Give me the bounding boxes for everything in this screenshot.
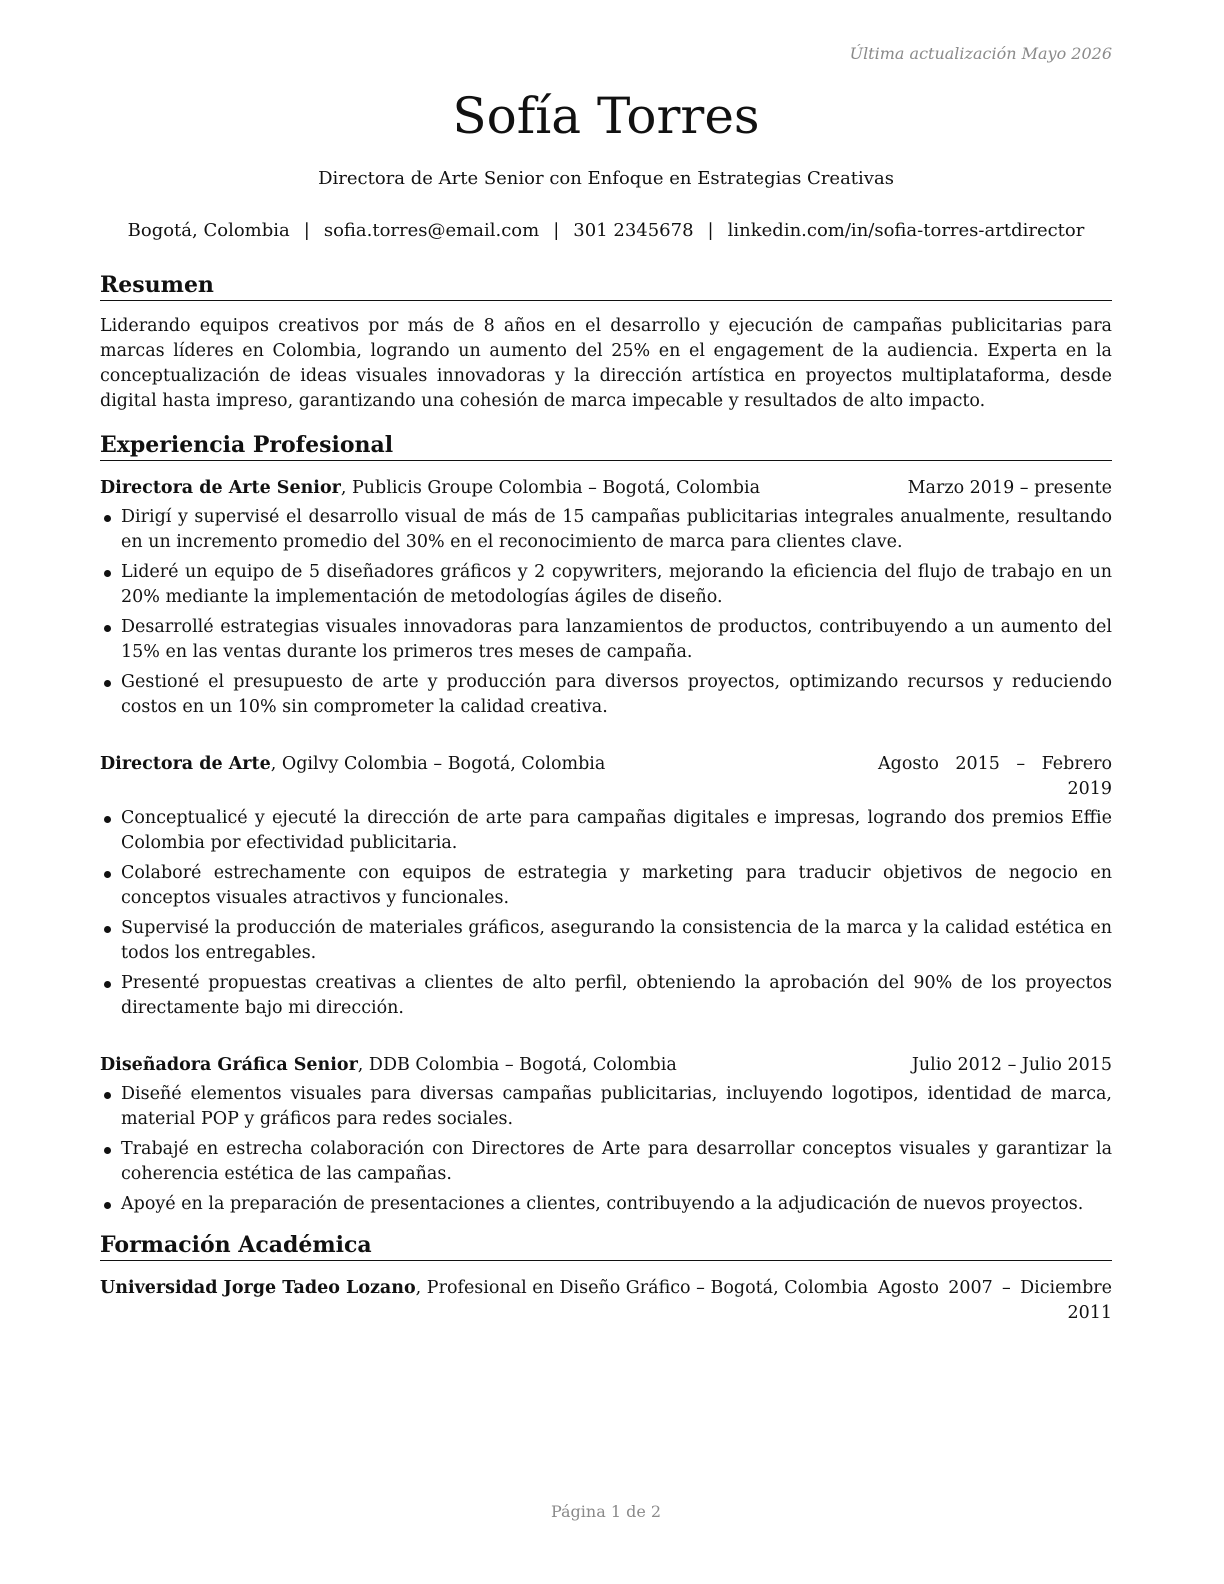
bullet-icon xyxy=(104,1202,111,1209)
job-company: , Publicis Groupe Colombia – Bogotá, Colombia xyxy=(340,478,761,498)
list-item xyxy=(100,505,1112,555)
education-header xyxy=(100,1276,1112,1326)
job-header xyxy=(100,476,1112,501)
education-line xyxy=(100,1276,868,1301)
resume-body xyxy=(100,270,1112,1326)
bullet-icon xyxy=(104,926,111,933)
contact-line xyxy=(100,218,1112,244)
bullet-text: Desarrollé estrategias visuales innovadoras para lanzamientos de productos, contribuyendo a un aumento del 15% en las ventas durante los primeros tres meses de campaña. xyxy=(121,617,1112,662)
job-role: Directora de Arte Senior xyxy=(100,478,341,498)
list-item xyxy=(100,916,1112,966)
bullet-text: Apoyé en la preparación de presentaciones a clientes, contribuyendo a la adjudicación de nuevos proyectos. xyxy=(121,1194,1084,1214)
job-role: Diseñadora Gráfica Senior xyxy=(100,1055,358,1075)
bullet-text: Dirigí y supervisé el desarrollo visual de más de 15 campañas publicitarias integrales anualmente, resultando en un incremento promedio del 30% en el reconocimiento de marca para clientes clave. xyxy=(121,507,1112,552)
contact-email[interactable]: sofia.torres@email.com xyxy=(323,220,540,241)
contact-separator: | xyxy=(303,220,310,241)
page-number: Página 1 de 2 xyxy=(550,1502,662,1521)
bullet-icon xyxy=(104,816,111,823)
section-title-education: Formación Académica xyxy=(100,1230,1112,1261)
list-item xyxy=(100,670,1112,720)
contact-location: Bogotá, Colombia xyxy=(127,220,290,241)
job-dates: Marzo 2019 – presente xyxy=(907,478,1112,498)
candidate-name: Sofía Torres xyxy=(452,87,760,145)
list-item xyxy=(100,971,1112,1021)
list-item xyxy=(100,615,1112,665)
job-title-line xyxy=(100,1053,677,1078)
last-updated: Última actualización Mayo 2026 xyxy=(849,44,1112,63)
bullet-icon xyxy=(104,1092,111,1099)
bullet-icon xyxy=(104,570,111,577)
job-bullets xyxy=(100,1082,1112,1217)
job-header xyxy=(100,1053,1112,1078)
summary-text: Liderando equipos creativos por más de 8 años en el desarrollo y ejecución de campañas publicitarias para marcas líderes en Colombia, logrando un aumento del 25% en el engagement de la audiencia. Experta en la conceptualización de ideas visuales innovadoras y la dirección artística en proyectos multiplataforma, desde digital hasta impreso, garantizando una cohesión de marca impecable y resultados de alto impacto. xyxy=(100,316,1112,411)
job-title-line xyxy=(100,476,760,501)
contact-separator: | xyxy=(553,220,560,241)
list-item xyxy=(100,861,1112,911)
job-bullets xyxy=(100,806,1112,1021)
bullet-icon xyxy=(104,1147,111,1154)
education-degree: , Profesional en Diseño Gráfico – Bogotá, Colombia xyxy=(415,1278,869,1298)
list-item xyxy=(100,806,1112,856)
list-item xyxy=(100,1137,1112,1187)
bullet-icon xyxy=(104,871,111,878)
candidate-tagline: Directora de Arte Senior con Enfoque en Estrategias Creativas xyxy=(318,168,894,189)
education-school: Universidad Jorge Tadeo Lozano xyxy=(100,1278,416,1298)
bullet-text: Conceptualicé y ejecuté la dirección de arte para campañas digitales e impresas, logrando dos premios Effie Colombia por efectividad publicitaria. xyxy=(121,808,1112,853)
contact-phone: 301 2345678 xyxy=(573,220,694,241)
list-item xyxy=(100,1082,1112,1132)
bullet-icon xyxy=(104,515,111,522)
job-header xyxy=(100,752,1112,802)
bullet-text: Trabajé en estrecha colaboración con Directores de Arte para desarrollar conceptos visuales y garantizar la coherencia estética de las campañas. xyxy=(121,1139,1112,1184)
section-title-experience: Experiencia Profesional xyxy=(100,430,1112,461)
contact-linkedin[interactable]: linkedin.com/in/sofia-torres-artdirector xyxy=(727,220,1085,241)
list-item xyxy=(100,560,1112,610)
job-role: Directora de Arte xyxy=(100,754,271,774)
bullet-icon xyxy=(104,625,111,632)
bullet-text: Supervisé la producción de materiales gráficos, asegurando la consistencia de la marca y la calidad estética en todos los entregables. xyxy=(121,918,1112,963)
section-title-summary: Resumen xyxy=(100,270,1112,301)
job-company: , Ogilvy Colombia – Bogotá, Colombia xyxy=(270,754,606,774)
bullet-text: Gestioné el presupuesto de arte y producción para diversos proyectos, optimizando recursos y reduciendo costos en un 10% sin comprometer la calidad creativa. xyxy=(121,672,1112,717)
bullet-text: Presenté propuestas creativas a clientes de alto perfil, obteniendo la aprobación del 90% de los proyectos directamente bajo mi dirección. xyxy=(121,973,1112,1018)
bullet-icon xyxy=(104,981,111,988)
education-dates: Agosto 2007 – Diciembre 2011 xyxy=(878,1278,1112,1323)
job-dates: Julio 2012 – Julio 2015 xyxy=(911,1055,1112,1075)
job-bullets xyxy=(100,505,1112,720)
job-title-line xyxy=(100,752,605,777)
job-company: , DDB Colombia – Bogotá, Colombia xyxy=(357,1055,677,1075)
bullet-icon xyxy=(104,680,111,687)
bullet-text: Diseñé elementos visuales para diversas campañas publicitarias, incluyendo logotipos, identidad de marca, material POP y gráficos para redes sociales. xyxy=(121,1084,1112,1129)
resume-page xyxy=(100,0,1112,1584)
job-dates: Agosto 2015 – Febrero 2019 xyxy=(878,754,1112,799)
list-item xyxy=(100,1192,1112,1217)
bullet-text: Lideré un equipo de 5 diseñadores gráficos y 2 copywriters, mejorando la eficiencia del flujo de trabajo en un 20% mediante la implementación de metodologías ágiles de diseño. xyxy=(121,562,1112,607)
bullet-text: Colaboré estrechamente con equipos de estrategia y marketing para traducir objetivos de negocio en conceptos visuales atractivos y funcionales. xyxy=(121,863,1112,908)
contact-separator: | xyxy=(707,220,714,241)
